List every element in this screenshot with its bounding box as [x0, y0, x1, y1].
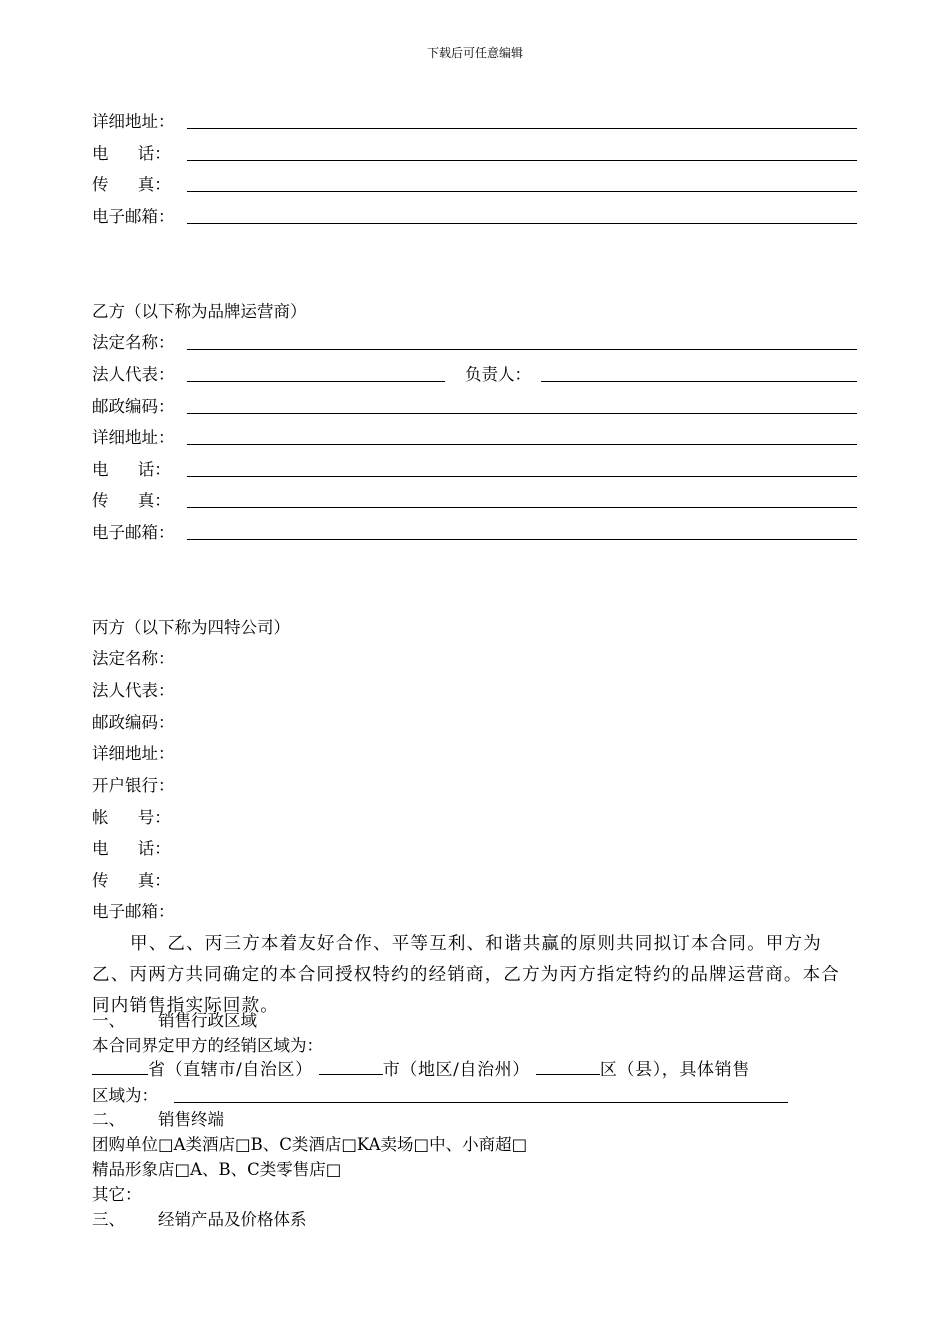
- yi-fax-field[interactable]: [187, 507, 857, 508]
- section3-title: 经销产品及价格体系: [158, 1210, 307, 1229]
- bing-email-label: 电子邮箱：: [92, 902, 175, 921]
- yi-legal-name-field[interactable]: [187, 349, 857, 350]
- bing-bank-label: 开户银行：: [92, 776, 175, 795]
- area-field[interactable]: [174, 1102, 788, 1103]
- yi-legal-name-row: [92, 331, 857, 355]
- yi-postal-field[interactable]: [187, 413, 857, 414]
- area-label: 区域为：: [92, 1086, 158, 1105]
- yi-legal-rep-label: 法人代表：: [92, 365, 175, 384]
- jia-fax-label: 传 真：: [92, 175, 171, 194]
- province-label: 省（直辖市/自治区）: [148, 1060, 313, 1080]
- yi-phone-row: [92, 458, 857, 482]
- jia-address-row: [92, 110, 857, 134]
- yi-email-row: [92, 521, 857, 545]
- bing-legal-name-label: 法定名称：: [92, 649, 175, 668]
- jia-fax-field[interactable]: [187, 191, 857, 192]
- bing-legal-rep-label: 法人代表：: [92, 681, 175, 700]
- yi-title: 乙方（以下称为品牌运营商）: [92, 302, 307, 321]
- yi-legal-name-label: 法定名称：: [92, 333, 175, 352]
- yi-email-label: 电子邮箱：: [92, 523, 175, 542]
- section3-heading: [92, 1208, 307, 1232]
- yi-phone-label: 电 话：: [92, 460, 171, 479]
- jia-email-field[interactable]: [187, 223, 857, 224]
- section1-title: 销售行政区域: [158, 1011, 257, 1030]
- page-header: 下载后可任意编辑: [426, 46, 523, 60]
- bing-account-label: 帐 号：: [92, 808, 171, 827]
- bing-address-label: 详细地址：: [92, 744, 175, 763]
- yi-person-in-charge-label: 负责人：: [465, 365, 531, 384]
- section1-area-row: [92, 1084, 792, 1108]
- section2-other: 其它：: [92, 1185, 142, 1204]
- yi-postal-row: [92, 395, 857, 419]
- section1-line1: 本合同界定甲方的经销区域为：: [92, 1036, 323, 1055]
- yi-email-field[interactable]: [187, 539, 857, 540]
- yi-address-label: 详细地址：: [92, 428, 175, 447]
- section1-region-row: [92, 1058, 862, 1082]
- jia-phone-label: 电 话：: [92, 144, 171, 163]
- bing-title: 丙方（以下称为四特公司）: [92, 618, 290, 637]
- section2-title: 销售终端: [158, 1110, 224, 1129]
- province-blank[interactable]: [92, 1060, 148, 1075]
- section2-num: 二、: [92, 1110, 125, 1129]
- yi-person-in-charge-field[interactable]: [541, 381, 857, 382]
- section1-heading: [92, 1009, 257, 1033]
- section2-terminals-line2: 精品形象店□A、B、C类零售店□: [92, 1160, 342, 1179]
- yi-fax-label: 传 真：: [92, 491, 171, 510]
- jia-address-field[interactable]: [187, 128, 857, 129]
- yi-postal-label: 邮政编码：: [92, 397, 175, 416]
- yi-address-row: [92, 426, 857, 450]
- jia-email-row: [92, 205, 857, 229]
- bing-phone-label: 电 话：: [92, 839, 171, 858]
- yi-fax-row: [92, 489, 857, 513]
- section3-num: 三、: [92, 1210, 125, 1229]
- city-label: 市（地区/自治州）: [382, 1060, 530, 1080]
- section2-terminals-line1: 团购单位□A类酒店□B、C类酒店□KA卖场□中、小商超□: [92, 1135, 528, 1154]
- jia-address-label: 详细地址：: [92, 112, 175, 131]
- jia-phone-field[interactable]: [187, 160, 857, 161]
- yi-address-field[interactable]: [187, 444, 857, 445]
- city-blank[interactable]: [319, 1060, 383, 1075]
- yi-phone-field[interactable]: [187, 476, 857, 477]
- bing-postal-label: 邮政编码：: [92, 713, 175, 732]
- jia-email-label: 电子邮箱：: [92, 207, 175, 226]
- district-blank[interactable]: [536, 1060, 600, 1075]
- district-label: 区（县），具体销售: [599, 1060, 750, 1080]
- bing-fax-label: 传 真：: [92, 871, 171, 890]
- section2-heading: [92, 1108, 224, 1132]
- intro-text: 甲、乙、丙三方本着友好合作、平等互利、和谐共赢的原则共同拟订本合同。甲方为乙、丙两方共同确定的本合同授权特约的经销商，乙方为丙方指定特约的品牌运营商。本合同内销售指实际回款。: [92, 934, 840, 1016]
- jia-phone-row: [92, 142, 857, 166]
- section1-num: 一、: [92, 1011, 125, 1030]
- yi-rep-row: [92, 363, 857, 387]
- yi-legal-rep-field[interactable]: [187, 381, 445, 382]
- jia-fax-row: [92, 173, 857, 197]
